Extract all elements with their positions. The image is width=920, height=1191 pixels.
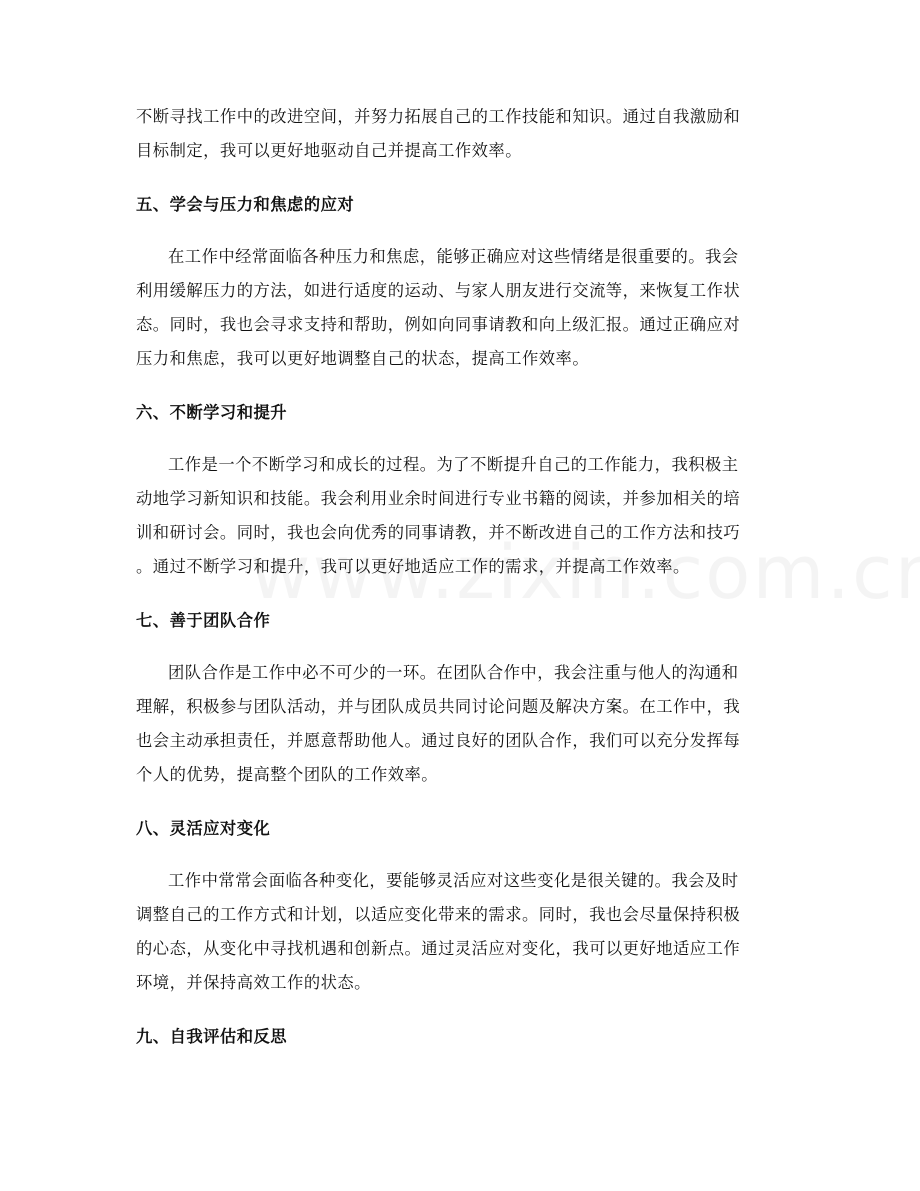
paragraph-line: 态。同时，我也会寻求支持和帮助，例如向同事请教和向上级汇报。通过正确应对	[136, 315, 741, 334]
paragraph-line: 个人的优势，提高整个团队的工作效率。	[136, 765, 439, 784]
paragraph-line: 在工作中经常面临各种压力和焦虑，能够正确应对这些情绪是很重要的。我会	[168, 247, 739, 266]
paragraph-line: 也会主动承担责任，并愿意帮助他人。通过良好的团队合作，我们可以充分发挥每	[136, 731, 741, 750]
paragraph-line: 训和研讨会。同时，我也会向优秀的同事请教，并不断改进自己的工作方法和技巧	[136, 523, 741, 542]
intro-paragraph	[136, 100, 786, 168]
section-heading-7: 七、善于团队合作	[136, 611, 271, 630]
section-paragraph-6	[136, 448, 786, 584]
section-heading-5: 五、学会与压力和焦虑的应对	[136, 195, 355, 214]
paragraph-line: 目标制定，我可以更好地驱动自己并提高工作效率。	[136, 141, 522, 160]
section-paragraph-5	[136, 240, 786, 376]
paragraph-line: 。通过不断学习和提升，我可以更好地适应工作的需求，并提高工作效率。	[136, 557, 690, 576]
paragraph-line: 调整自己的工作方式和计划，以适应变化带来的需求。同时，我也会尽量保持积极	[136, 905, 741, 924]
section-paragraph-8	[136, 864, 786, 1000]
paragraph-line: 团队合作是工作中必不可少的一环。在团队合作中，我会注重与他人的沟通和	[168, 663, 739, 682]
paragraph-line: 压力和焦虑，我可以更好地调整自己的状态，提高工作效率。	[136, 349, 590, 368]
section-heading-6: 六、不断学习和提升	[136, 403, 288, 422]
paragraph-line: 的心态，从变化中寻找机遇和创新点。通过灵活应对变化，我可以更好地适应工作	[136, 939, 741, 958]
section-paragraph-7	[136, 656, 786, 792]
paragraph-line: 利用缓解压力的方法，如进行适度的运动、与家人朋友进行交流等，来恢复工作状	[136, 281, 741, 300]
section-heading-8: 八、灵活应对变化	[136, 819, 271, 838]
paragraph-line: 环境，并保持高效工作的状态。	[136, 973, 371, 992]
paragraph-line: 理解，积极参与团队活动，并与团队成员共同讨论问题及解决方案。在工作中，我	[136, 697, 741, 716]
paragraph-line: 工作中常常会面临各种变化，要能够灵活应对这些变化是很关键的。我会及时	[168, 871, 739, 890]
paragraph-line: 不断寻找工作中的改进空间，并努力拓展自己的工作技能和知识。通过自我激励和	[136, 107, 741, 126]
document-body	[136, 100, 786, 1054]
section-heading-9: 九、自我评估和反思	[136, 1027, 288, 1046]
paragraph-line: 工作是一个不断学习和成长的过程。为了不断提升自己的工作能力，我积极主	[168, 455, 739, 474]
paragraph-line: 动地学习新知识和技能。我会利用业余时间进行专业书籍的阅读，并参加相关的培	[136, 489, 741, 508]
